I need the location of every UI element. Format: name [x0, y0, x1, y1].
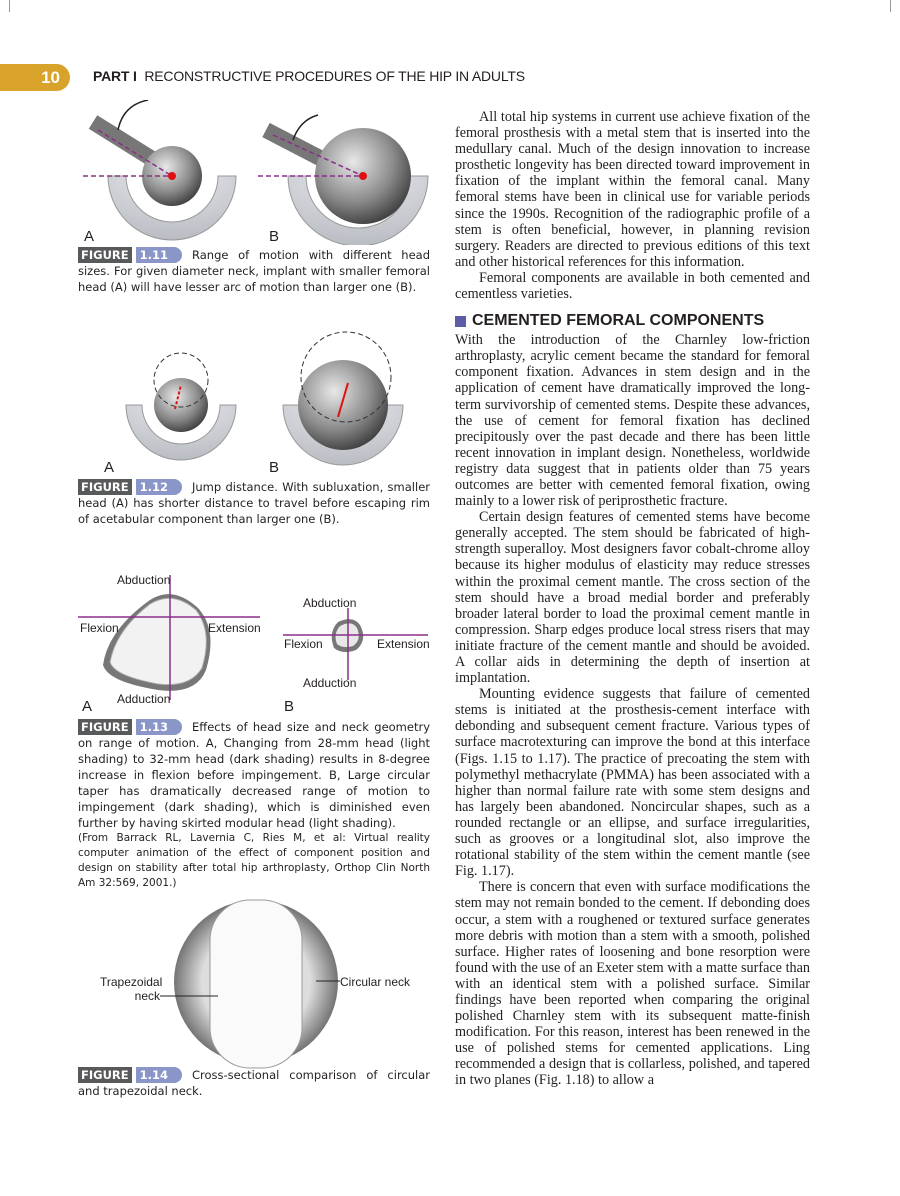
figure-number: 1.11	[136, 247, 182, 263]
section-heading	[455, 312, 810, 330]
running-title: RECONSTRUCTIVE PROCEDURES OF THE HIP IN ADULTS	[144, 68, 525, 84]
caption-text: Range of motion with different head sizes. For given diameter neck, implant with smaller femoral head (A) will have lesser arc of motion than larger one (B).	[78, 248, 430, 294]
axis-label-adduction: Adduction	[303, 676, 357, 690]
figure-label: FIGURE	[78, 479, 132, 495]
axis-label-extension: Extension	[208, 621, 261, 635]
caption-text: Jump distance. With subluxation, smaller head (A) has shorter distance to travel before escaping rim of acetabular component than larger one (B).	[78, 480, 430, 526]
figure-number: 1.12	[136, 479, 182, 495]
axis-label-flexion: Flexion	[284, 637, 323, 651]
section-heading-text: CEMENTED FEMORAL COMPONENTS	[472, 312, 765, 330]
figure-1-14-caption	[78, 1067, 430, 1099]
paragraph: With the introduction of the Charnley low-friction arthroplasty, acrylic cement became the standard for femoral component fixation. Advances in stem design and in the application of cement have dramatically improved the long-term survivorship of cemented stems. Despite these advances, the use of cement for femoral fixation has declined precipitously over the past decade and there has been little recent innovation in implant design. Nonetheless, worldwide registry data suggest that in patients older than 75 years outcomes are better with cemented femoral fixation, owing mainly to a lower risk of periprosthetic fracture.	[455, 332, 810, 510]
caption-text: Effects of head size and neck geometry on range of motion. A, Changing from 28-mm head (light shading) to 32-mm head (dark shading) results in 8-degree increase in flexion before impingement. B, Large circular taper has dramatically decreased range of motion to impingement (dark shading), which is diminished even further by having skirted modular head (light shading).	[78, 720, 430, 830]
label-circular-neck: Circular neck	[340, 975, 411, 989]
paragraph: Femoral components are available in both cemented and cementless varieties.	[455, 269, 810, 303]
label-trapezoidal-neck: Trapezoidal neck	[100, 975, 163, 1003]
axis-label-extension: Extension	[377, 637, 430, 651]
paragraph: There is concern that even with surface modifications the stem may not remain bonded to the cement. If debonding does occur, a stem with a roughened or textured surface generates more debris with motion than a stem with a smooth, polished surface. Higher rates of loosening and bone resorption were found with the use of an Exeter stem with a matte surface than with an identical stem with a polished surface. Similar findings have been reported when comparing the original polished Charnley stem with its subsequent matte-finish modification. For this reason, interest has been renewed in the use of polished stems for cemented applications. Ling recommended a design that is collarless, polished, and tapered in two planes (Fig. 1.18) to allow a	[455, 879, 810, 1089]
paragraph: Certain design features of cemented stems have become generally accepted. The stem should be fabricated of high-strength superalloy. Most designers favor cobalt-chrome alloy because its higher modulus of elasticity may reduce stresses within the proximal cement mantle. The cross section of the stem should have a broad medial border and preferably broader lateral border to load the proximal cement mantle in compression. Sharp edges produce local stress risers that may initiate fracture of the cement mantle and should be avoided. A collar aids in determining the depth of insertion at implantation.	[455, 509, 810, 687]
figure-number: 1.14	[136, 1067, 182, 1083]
axis-label-flexion: Flexion	[80, 621, 119, 635]
figure-label: FIGURE	[78, 719, 132, 735]
figure-label: FIGURE	[78, 1067, 132, 1083]
figure-1-11-illustration	[78, 100, 438, 245]
axis-label-adduction: Adduction	[117, 692, 171, 706]
part-label: PART I	[93, 68, 137, 84]
paragraph: All total hip systems in current use achieve fixation of the femoral prosthesis with a metal stem that is inserted into the medullary canal. Much of the design innovation to increase prosthetic longevity has been directed toward improvement in fixation of the implant within the femoral canal. Many femoral stems have been in clinical use for variable periods since the 1990s. Recognition of the radiographic profile of a stem is often beneficial, however, in planning revision surgery. Readers are directed to previous editions of this text and other historical references for this information.	[455, 109, 810, 270]
crop-mark	[890, 0, 900, 12]
panel-label-a: A	[84, 228, 95, 245]
caption-source: (From Barrack RL, Lavernia C, Ries M, et al: Virtual reality computer animation of the effect of component position and design on stability after total hip arthroplasty, Orthop Clin North Am 32:569, 2001.)	[78, 832, 430, 889]
figure-number: 1.13	[136, 719, 182, 735]
paragraph: Mounting evidence suggests that failure of cemented stems is initiated at the prosthesis-cement interface with debonding and subsequent cement fracture. Various types of surface macrotexturing can improve the bond at this interface (Figs. 1.15 to 1.17). The practice of precoating the stem with polymethyl methacrylate (PMMA) has been associated with a higher than normal failure rate with some stem designs and has largely been abandoned. Noncircular shapes, such as a rounded rectangle or an ellipse, and surface irregularities, such as grooves or a longitudinal slot, also improve the rotational stability of the stem within the cement mantle (see Fig. 1.17).	[455, 686, 810, 880]
panel-label-b: B	[269, 228, 280, 245]
axis-label-abduction: Abduction	[303, 596, 357, 610]
crop-mark	[0, 0, 10, 12]
figure-1-11-caption	[78, 247, 430, 295]
figure-label: FIGURE	[78, 247, 132, 263]
panel-label-a: A	[104, 459, 115, 476]
heading-square-icon	[455, 316, 466, 327]
figure-1-12-illustration	[78, 325, 438, 470]
panel-label-b: B	[269, 459, 280, 476]
running-header	[93, 68, 525, 84]
figure-1-12-caption	[78, 479, 430, 527]
body-text-column	[455, 109, 810, 1089]
caption-text: Cross-sectional comparison of circular and trapezoidal neck.	[78, 1068, 430, 1098]
figure-1-13-caption	[78, 719, 430, 891]
axis-label-abduction: Abduction	[117, 573, 171, 587]
panel-label-b: B	[284, 698, 295, 715]
page-number-tab: 10	[0, 64, 70, 91]
panel-label-a: A	[82, 698, 93, 715]
